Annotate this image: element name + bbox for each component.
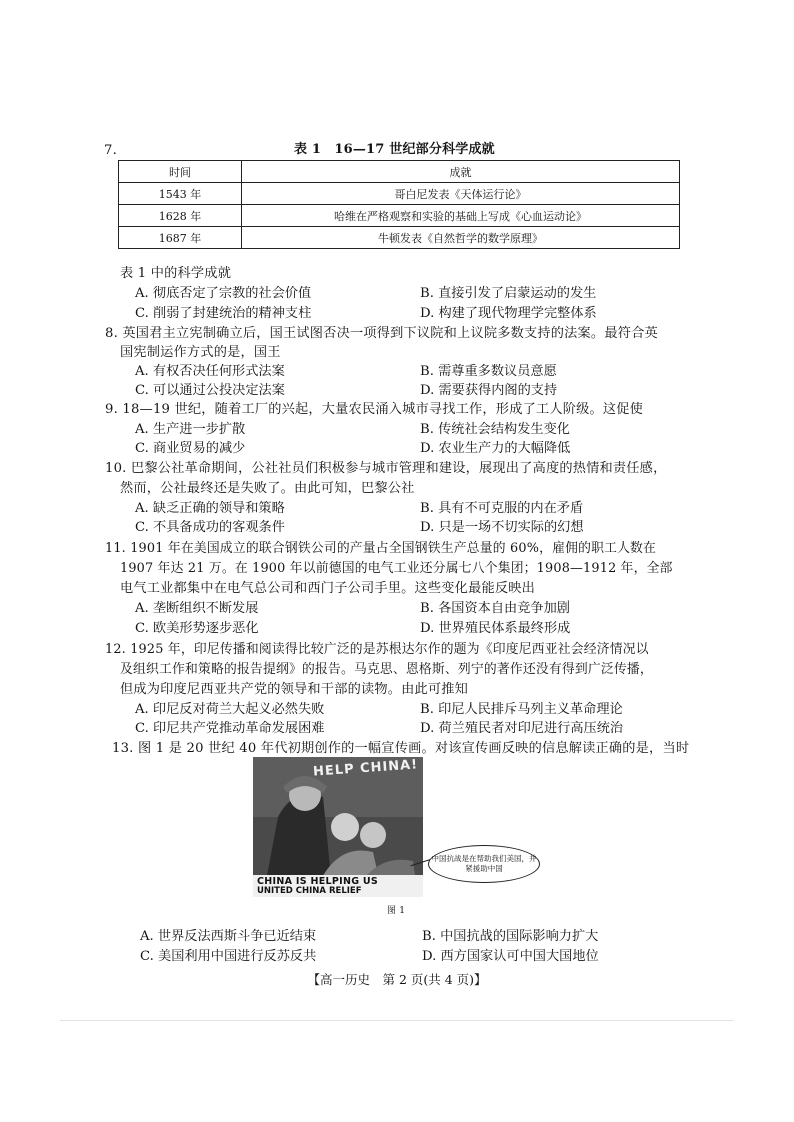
q7-stem: 表 1 中的科学成就	[120, 266, 232, 281]
row-year: 1543 年	[119, 183, 242, 205]
q13-option-c: C. 美国利用中国进行反苏反共	[140, 949, 317, 964]
q10-option-c: C. 不具备成功的客观条件	[135, 520, 285, 535]
q8-option-b: B. 需尊重多数议员意愿	[420, 364, 557, 379]
q9-option-d: D. 农业生产力的大幅降低	[420, 441, 571, 456]
q13-line1: 13. 图 1 是 20 世纪 40 年代初期创作的一幅宣传画。对该宣传画反映的信息解读正确的是，当时	[112, 741, 690, 756]
q12-option-a: A. 印尼反对荷兰大起义必然失败	[135, 702, 325, 717]
q12-option-b: B. 印尼人民排斥马列主义革命理论	[420, 702, 623, 717]
speech-bubble: 中国抗战是在帮助我们美国，并紧援助中国	[428, 845, 540, 883]
q13-option-d: D. 西方国家认可中国大国地位	[422, 949, 599, 964]
table-caption: 表 1 16—17 世纪部分科学成就	[294, 142, 495, 157]
q8-line1: 8. 英国君主立宪制确立后，国王试图否决一项得到下议院和上议院多数支持的法案。最符合英	[105, 326, 658, 341]
q8-option-d: D. 需要获得内阁的支持	[420, 383, 558, 398]
row-year: 1687 年	[119, 227, 242, 249]
page-footer: 【高一历史 第 2 页(共 4 页)】	[307, 972, 487, 987]
q12-line2: 及组织工作和策略的报告提纲》的报告。马克思、恩格斯、列宁的著作还没有得到广泛传播，	[120, 662, 653, 677]
page-divider	[60, 1020, 734, 1021]
q7-option-a: A. 彻底否定了宗教的社会价值	[135, 286, 312, 301]
row-achievement: 牛顿发表《自然哲学的数学原理》	[242, 227, 680, 249]
q11-line1: 11. 1901 年在美国成立的联合钢铁公司的产量占全国钢铁生产总量的 60%，雇佣的职工人数在	[105, 541, 657, 556]
q8-option-c: C. 可以通过公投决定法案	[135, 383, 285, 398]
table-row	[119, 183, 680, 205]
poster-slogan: CHINA IS HELPING US	[257, 876, 379, 887]
q11-line3: 电气工业都集中在电气总公司和西门子公司手里。这些变化最能反映出	[120, 581, 536, 596]
q9-option-c: C. 商业贸易的减少	[135, 441, 246, 456]
propaganda-poster	[253, 757, 423, 897]
q10-option-d: D. 只是一场不切实际的幻想	[420, 520, 584, 535]
q10-line2: 然而，公社最终还是失败了。由此可知，巴黎公社	[120, 481, 415, 496]
q13-option-a: A. 世界反法西斯斗争已近结束	[140, 929, 317, 944]
q8-option-a: A. 有权否决任何形式法案	[135, 364, 285, 379]
table-row	[119, 227, 680, 249]
q8-line2: 国宪制运作方式的是，国王	[120, 345, 281, 360]
q7-option-c: C. 削弱了封建统治的精神支柱	[135, 306, 312, 321]
q12-line3: 但成为印度尼西亚共产党的领导和干部的读物。由此可推知	[120, 682, 469, 697]
row-achievement: 哈维在严格观察和实验的基础上写成《心血运动论》	[242, 205, 680, 227]
q12-line1: 12. 1925 年，印尼传播和阅读得比较广泛的是苏根达尔作的题为《印度尼西亚社会经济情况以	[105, 642, 649, 657]
q10-option-a: A. 缺乏正确的领导和策略	[135, 501, 285, 516]
figure-caption: 图 1	[387, 906, 406, 916]
q12-option-d: D. 荷兰殖民者对印尼进行高压统治	[420, 721, 624, 736]
q11-option-c: C. 欧美形势逐步恶化	[135, 621, 259, 636]
q10-line1: 10. 巴黎公社革命期间，公社社员们积极参与城市管理和建设，展现出了高度的热情和责任感，	[105, 461, 667, 476]
q9-option-a: A. 生产进一步扩散	[135, 422, 246, 437]
q7-number: 7.	[104, 143, 117, 158]
q11-line2: 1907 年达 21 万。在 1900 年以前德国的电气工业还分属七八个集团；1908—1912 年，全部	[120, 561, 673, 576]
poster-organization: UNITED CHINA RELIEF	[257, 886, 362, 896]
table-header-row	[119, 161, 680, 183]
q10-option-b: B. 具有不可克服的内在矛盾	[420, 501, 584, 516]
q13-option-b: B. 中国抗战的国际影响力扩大	[422, 929, 599, 944]
q12-option-c: C. 印尼共产党推动革命发展困难	[135, 721, 325, 736]
poster-headline: HELP CHINA!	[312, 757, 419, 780]
q9-option-b: B. 传统社会结构发生变化	[420, 422, 570, 437]
q7-option-b: B. 直接引发了启蒙运动的发生	[420, 286, 597, 301]
achievements-table	[118, 160, 680, 249]
q11-option-a: A. 垄断组织不断发展	[135, 601, 259, 616]
row-achievement: 哥白尼发表《天体运行论》	[242, 183, 680, 205]
header-achievement: 成就	[242, 161, 680, 183]
q9-line1: 9. 18—19 世纪，随着工厂的兴起，大量农民涌入城市寻找工作，形成了工人阶级。这促使	[105, 402, 644, 417]
header-time: 时间	[119, 161, 242, 183]
table-row	[119, 205, 680, 227]
row-year: 1628 年	[119, 205, 242, 227]
q7-option-d: D. 构建了现代物理学完整体系	[420, 306, 597, 321]
q11-option-d: D. 世界殖民体系最终形成	[420, 621, 571, 636]
q11-option-b: B. 各国资本自由竞争加剧	[420, 601, 570, 616]
